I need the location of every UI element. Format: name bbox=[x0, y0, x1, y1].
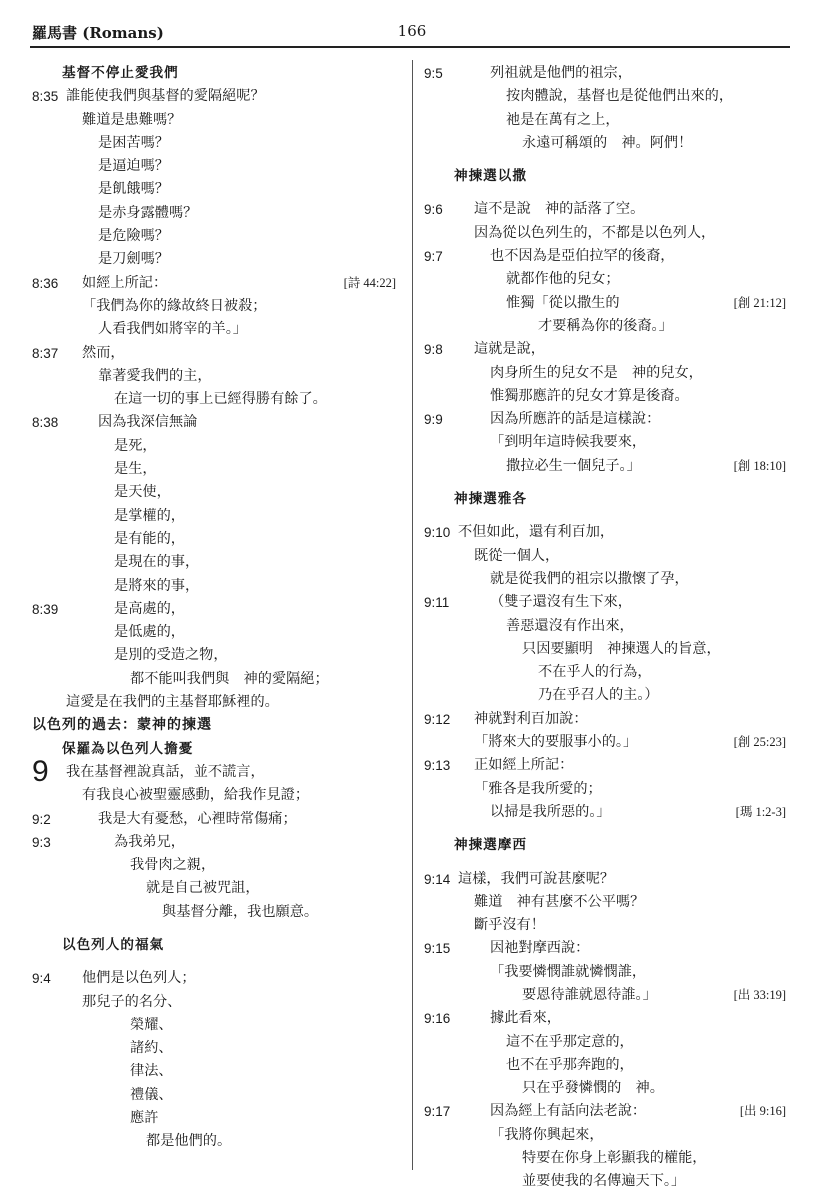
verse-line bbox=[424, 1031, 792, 1054]
verse-text: 「我要憐憫誰就憐憫誰， bbox=[490, 963, 647, 980]
verse-number: 9:2 bbox=[32, 811, 51, 827]
verse-text: （雙子還沒有生下來， bbox=[490, 594, 632, 611]
verse-text: 為我弟兄， bbox=[114, 833, 185, 850]
verse-number: 8:36 bbox=[32, 275, 59, 291]
verse-line bbox=[32, 877, 402, 900]
verse-number: 9:11 bbox=[424, 595, 450, 611]
cross-reference: [創 25:23] bbox=[733, 735, 786, 750]
verse-text: 「我將你興起來， bbox=[490, 1126, 604, 1143]
verse-text: 應許 bbox=[130, 1110, 159, 1127]
section-heading bbox=[424, 165, 792, 188]
verse-number: 9:16 bbox=[424, 1011, 451, 1027]
column-divider bbox=[412, 60, 413, 1170]
spacer bbox=[424, 858, 792, 868]
verse-text: 榮耀、 bbox=[130, 1016, 173, 1033]
verse-text: 也不因為是亞伯拉罕的後裔， bbox=[490, 248, 675, 265]
verse-text: 不在乎人的行為， bbox=[538, 664, 652, 681]
verse-text: 是生， bbox=[114, 461, 157, 478]
section-heading bbox=[424, 834, 792, 857]
verse-line bbox=[424, 914, 792, 937]
verse-text: 因為我深信無論 bbox=[98, 414, 198, 431]
verse-text: 撒拉必生一個兒子。」 bbox=[506, 457, 641, 474]
verse-text: 是飢餓嗎？ bbox=[98, 181, 169, 198]
verse-text: 既從一個人， bbox=[474, 547, 560, 564]
verse-text: 因祂對摩西說： bbox=[490, 940, 590, 957]
verse-line bbox=[424, 268, 792, 291]
verse-text: 按肉體說，基督也是從他們出來的， bbox=[506, 88, 734, 105]
verse-line bbox=[32, 155, 402, 178]
verse-text: 因為經上有話向法老說： bbox=[490, 1103, 647, 1120]
verse-line bbox=[424, 431, 792, 454]
verse-line bbox=[32, 342, 402, 365]
verse-line bbox=[32, 668, 402, 691]
verse-text: 是天使， bbox=[114, 484, 171, 501]
verse-number: 8:39 bbox=[32, 601, 59, 617]
verse-text: 祂是在萬有之上， bbox=[506, 111, 620, 128]
verse-text: 律法、 bbox=[130, 1063, 173, 1080]
verse-line bbox=[32, 225, 402, 248]
verse-line bbox=[32, 481, 402, 504]
verse-line bbox=[32, 808, 402, 831]
verse-text: 我骨肉之親， bbox=[130, 857, 216, 874]
verse-text: 是高處的， bbox=[114, 600, 185, 617]
verse-line bbox=[32, 1107, 402, 1130]
section-heading bbox=[32, 934, 402, 957]
verse-number: 9:7 bbox=[424, 249, 443, 265]
verse-text: 是赤身露體嗎？ bbox=[98, 204, 198, 221]
verse-text: 「雅各是我所愛的； bbox=[474, 780, 602, 797]
verse-line bbox=[32, 1037, 402, 1060]
heading-text: 以色列的過去：蒙神的揀選 bbox=[32, 717, 212, 734]
verse-line bbox=[424, 708, 792, 731]
verse-line bbox=[32, 854, 402, 877]
verse-text: 這不是說 神的話落了空。 bbox=[474, 201, 645, 218]
verse-line bbox=[32, 598, 402, 621]
spacer bbox=[424, 188, 792, 198]
verse-text: 那兒子的名分、 bbox=[82, 993, 182, 1010]
section-heading bbox=[32, 738, 402, 761]
verse-line bbox=[32, 505, 402, 528]
verse-text: 都不能叫我們與 神的愛隔絕； bbox=[130, 670, 329, 687]
verse-text: 是掌權的， bbox=[114, 507, 185, 524]
page-header bbox=[0, 0, 820, 48]
header-rule bbox=[30, 46, 790, 48]
chapter-number: 9 bbox=[32, 754, 49, 788]
cross-reference: [出 9:16] bbox=[739, 1104, 786, 1119]
cross-reference: [創 21:12] bbox=[733, 295, 786, 310]
verse-number: 9:10 bbox=[424, 525, 451, 541]
verse-line bbox=[32, 435, 402, 458]
verse-line bbox=[32, 295, 402, 318]
verse-text: 因為從以色列生的，不都是以色列人， bbox=[474, 224, 716, 241]
verse-line bbox=[32, 1060, 402, 1083]
verse-text: 我是大有憂愁，心裡時常傷痛； bbox=[98, 810, 297, 827]
verse-line bbox=[32, 411, 402, 434]
verse-line bbox=[424, 801, 792, 824]
verse-line bbox=[32, 1084, 402, 1107]
verse-line bbox=[32, 528, 402, 551]
verse-text: 難道 神有甚麼不公平嗎？ bbox=[474, 893, 645, 910]
verse-text: 善惡還沒有作出來， bbox=[506, 617, 634, 634]
verse-text: 只在乎發憐憫的 神。 bbox=[522, 1080, 664, 1097]
verse-text: 因為所應許的話是這樣說： bbox=[490, 411, 661, 428]
verse-text: 神就對利百加說： bbox=[474, 710, 588, 727]
verse-line bbox=[424, 1124, 792, 1147]
verse-line bbox=[424, 408, 792, 431]
verse-line bbox=[424, 521, 792, 544]
verse-text: 這就是說， bbox=[474, 341, 545, 358]
verse-line bbox=[424, 1170, 792, 1193]
verse-line bbox=[424, 109, 792, 132]
verse-number: 9:4 bbox=[32, 971, 51, 987]
verse-number: 9:9 bbox=[424, 412, 443, 428]
verse-line bbox=[424, 292, 792, 315]
verse-number: 9:6 bbox=[424, 202, 443, 218]
verse-text: 我在基督裡說真話，並不謊言， bbox=[66, 763, 265, 780]
verse-line bbox=[32, 365, 402, 388]
spacer bbox=[424, 478, 792, 488]
verse-text: 是將來的事， bbox=[114, 577, 200, 594]
verse-number: 9:3 bbox=[32, 834, 51, 850]
verse-line bbox=[424, 591, 792, 614]
cross-reference: [創 18:10] bbox=[733, 458, 786, 473]
section-heading bbox=[424, 488, 792, 511]
verse-text: 「將來大的要服事小的。」 bbox=[474, 734, 638, 751]
verse-text: 這不在乎那定意的， bbox=[506, 1033, 634, 1050]
verse-text: 「到明年這時候我要來， bbox=[490, 434, 647, 451]
verse-line bbox=[32, 202, 402, 225]
verse-line bbox=[424, 961, 792, 984]
verse-line bbox=[32, 388, 402, 411]
verse-text: 是有能的， bbox=[114, 530, 185, 547]
verse-text: 他們是以色列人； bbox=[82, 970, 196, 987]
verse-line bbox=[32, 831, 402, 854]
verse-line bbox=[424, 661, 792, 684]
spacer bbox=[32, 957, 402, 967]
right-column bbox=[424, 62, 792, 1194]
verse-line bbox=[424, 85, 792, 108]
heading-text: 神揀選以撒 bbox=[454, 168, 527, 185]
verse-text: 就都作他的兒女； bbox=[506, 271, 620, 288]
cross-reference: [詩 44:22] bbox=[343, 275, 396, 290]
book-title: 羅馬書 (Romans) bbox=[32, 24, 164, 42]
verse-text: 正如經上所記： bbox=[474, 757, 574, 774]
verse-text: 是危險嗎？ bbox=[98, 228, 169, 245]
verse-line bbox=[424, 984, 792, 1007]
verse-text: 只因要顯明 神揀選人的旨意， bbox=[522, 640, 721, 657]
verse-text: 與基督分離，我也願意。 bbox=[162, 903, 319, 920]
verse-line bbox=[424, 731, 792, 754]
verse-text: 肉身所生的兒女不是 神的兒女， bbox=[490, 364, 703, 381]
verse-line bbox=[424, 1054, 792, 1077]
verse-text: 是刀劍嗎？ bbox=[98, 251, 169, 268]
verse-line bbox=[424, 615, 792, 638]
verse-text: 是逼迫嗎？ bbox=[98, 158, 169, 175]
verse-text: 誰能使我們與基督的愛隔絕呢？ bbox=[66, 88, 265, 105]
verse-line bbox=[424, 1147, 792, 1170]
page-number: 166 bbox=[397, 22, 427, 40]
verse-text: 特要在你身上彰顯我的權能， bbox=[522, 1150, 707, 1167]
verse-number: 9:15 bbox=[424, 941, 451, 957]
verse-line bbox=[424, 868, 792, 891]
verse-line bbox=[32, 85, 402, 108]
spacer bbox=[424, 511, 792, 521]
verse-line bbox=[424, 1007, 792, 1030]
verse-line bbox=[424, 62, 792, 85]
verse-line bbox=[424, 362, 792, 385]
verse-text: 乃在乎召人的主。） bbox=[538, 687, 659, 704]
verse-line bbox=[32, 621, 402, 644]
verse-text: 要恩待誰就恩待誰。」 bbox=[522, 986, 657, 1003]
verse-text: 有我良心被聖靈感動，給我作見證； bbox=[82, 787, 310, 804]
verse-number: 9:14 bbox=[424, 871, 451, 887]
verse-text: 就是自己被咒詛， bbox=[146, 880, 260, 897]
verse-number: 9:17 bbox=[424, 1104, 451, 1120]
verse-line bbox=[424, 455, 792, 478]
verse-line bbox=[424, 222, 792, 245]
verse-text: 據此看來， bbox=[490, 1010, 561, 1027]
verse-line bbox=[32, 967, 402, 990]
verse-line bbox=[32, 248, 402, 271]
verse-text: 這樣，我們可說甚麼呢？ bbox=[458, 870, 615, 887]
verse-text: 不但如此，還有利百加， bbox=[458, 524, 615, 541]
heading-text: 神揀選摩西 bbox=[454, 837, 527, 854]
verse-text: 就是從我們的祖宗以撒懷了孕， bbox=[490, 570, 689, 587]
verse-text: 在這一切的事上已經得勝有餘了。 bbox=[114, 391, 327, 408]
verse-line bbox=[32, 109, 402, 132]
verse-line bbox=[32, 754, 402, 788]
verse-line bbox=[424, 198, 792, 221]
verse-line bbox=[424, 778, 792, 801]
verse-text: 這愛是在我們的主基督耶穌裡的。 bbox=[66, 694, 279, 711]
verse-line bbox=[32, 551, 402, 574]
verse-text: 是死， bbox=[114, 437, 157, 454]
section-heading bbox=[32, 62, 402, 85]
verse-text: 如經上所記： bbox=[82, 274, 168, 291]
verse-line bbox=[32, 132, 402, 155]
verse-text: 惟獨「從以撒生的 bbox=[506, 294, 620, 311]
verse-text: 也不在乎那奔跑的， bbox=[506, 1056, 634, 1073]
heading-text: 基督不停止愛我們 bbox=[62, 65, 179, 81]
heading-text: 保羅為以色列人擔憂 bbox=[62, 740, 194, 757]
verse-line bbox=[32, 318, 402, 341]
verse-number: 8:38 bbox=[32, 415, 59, 431]
heading-text: 神揀選雅各 bbox=[454, 491, 527, 508]
verse-text: 難道是患難嗎？ bbox=[82, 111, 182, 128]
verse-line bbox=[424, 132, 792, 155]
verse-number: 9:8 bbox=[424, 342, 443, 358]
spacer bbox=[32, 924, 402, 934]
verse-line bbox=[32, 575, 402, 598]
verse-text: 都是他們的。 bbox=[146, 1133, 232, 1150]
verse-text: 靠著愛我們的主， bbox=[98, 367, 212, 384]
verse-line bbox=[424, 315, 792, 338]
verse-line bbox=[424, 754, 792, 777]
verse-text: 永遠可稱頌的 神。阿們！ bbox=[522, 134, 693, 151]
heading-text: 以色列人的福氣 bbox=[62, 936, 165, 953]
verse-text: 以掃是我所惡的。」 bbox=[490, 803, 611, 820]
verse-number: 9:12 bbox=[424, 711, 451, 727]
verse-line bbox=[424, 545, 792, 568]
verse-text: 禮儀、 bbox=[130, 1086, 173, 1103]
verse-text: 才要稱為你的後裔。」 bbox=[538, 317, 673, 334]
verse-line bbox=[32, 644, 402, 667]
verse-text: 是困苦嗎？ bbox=[98, 134, 169, 151]
verse-text: 斷乎沒有！ bbox=[474, 917, 545, 934]
verse-line bbox=[32, 991, 402, 1014]
spacer bbox=[424, 824, 792, 834]
verse-text: 是低處的， bbox=[114, 624, 185, 641]
verse-text: 是現在的事， bbox=[114, 554, 200, 571]
verse-text: 人看我們如將宰的羊。」 bbox=[98, 321, 247, 338]
verse-line bbox=[32, 1014, 402, 1037]
verse-line bbox=[424, 245, 792, 268]
verse-line bbox=[32, 272, 402, 295]
verse-line bbox=[424, 684, 792, 707]
section-heading bbox=[32, 714, 402, 737]
verse-line bbox=[32, 784, 402, 807]
verse-line bbox=[424, 1100, 792, 1123]
left-column bbox=[32, 62, 402, 1154]
verse-line bbox=[424, 937, 792, 960]
verse-line bbox=[424, 338, 792, 361]
verse-line bbox=[424, 568, 792, 591]
verse-line bbox=[32, 178, 402, 201]
verse-text: 是別的受造之物， bbox=[114, 647, 228, 664]
verse-number: 8:37 bbox=[32, 345, 59, 361]
spacer bbox=[424, 155, 792, 165]
verse-line bbox=[32, 691, 402, 714]
verse-text: 並要使我的名傳遍天下。」 bbox=[522, 1173, 686, 1190]
cross-reference: [出 33:19] bbox=[733, 987, 786, 1002]
verse-line bbox=[32, 458, 402, 481]
verse-line bbox=[32, 1130, 402, 1153]
verse-line bbox=[424, 385, 792, 408]
verse-line bbox=[32, 901, 402, 924]
cross-reference: [瑪 1:2-3] bbox=[735, 804, 786, 819]
verse-line bbox=[424, 638, 792, 661]
verse-text: 然而， bbox=[82, 344, 125, 361]
verse-text: 「我們為你的緣故終日被殺； bbox=[82, 297, 267, 314]
verse-number: 9:5 bbox=[424, 66, 443, 81]
verse-number: 8:35 bbox=[32, 89, 59, 105]
verse-line bbox=[424, 1077, 792, 1100]
verse-line bbox=[424, 891, 792, 914]
verse-text: 諸約、 bbox=[130, 1040, 173, 1057]
verse-text: 列祖就是他們的祖宗， bbox=[490, 65, 632, 81]
verse-text: 惟獨那應許的兒女才算是後裔。 bbox=[490, 387, 689, 404]
verse-number: 9:13 bbox=[424, 758, 451, 774]
